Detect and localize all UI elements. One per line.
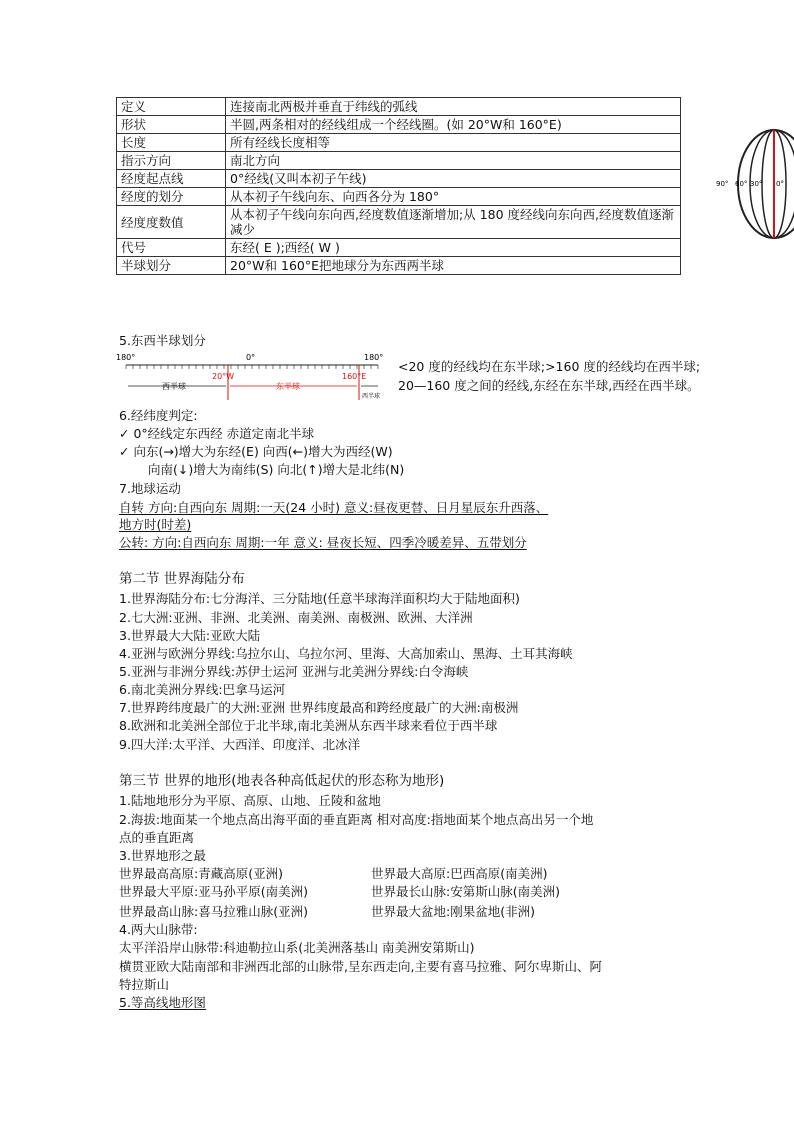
row-value: 半圆,两条相对的经线组成一个经线圈。(如 20°W和 160°E) <box>226 116 681 134</box>
sea-land-line-7: 7.世界跨纬度最广的大洲:亚洲 世界纬度最高和跨经度最广的大洲:南极洲 <box>119 700 519 715</box>
table-row <box>117 152 681 170</box>
row-label: 定义 <box>117 98 226 116</box>
sea-land-line-1: 1.世界海陆分布:七分海洋、三分陆地(任意半球海洋面积均大于陆地面积) <box>119 591 520 606</box>
landform-line-2a: 2.海拔:地面某一个地点高出海平面的垂直距离 相对高度:指地面某个地点高出另一个地 <box>119 812 594 827</box>
diagram-label-180-left: 180° <box>116 353 136 362</box>
diagram-label-180-right: 180° <box>364 353 384 362</box>
lat-lon-rule-1: ✓ 0°经线定东西经 赤道定南北半球 <box>119 426 315 441</box>
row-label: 经度度数值 <box>117 206 226 239</box>
hemi-title: 5.东西半球划分 <box>119 333 206 348</box>
label-160e: 160°E <box>342 372 367 381</box>
mountain-belt-eurasia-cont: 特拉斯山 <box>119 977 170 992</box>
sea-land-line-3: 3.世界最大大陆:亚欧大陆 <box>119 628 261 643</box>
table-row <box>117 134 681 152</box>
row-value: 0°经线(又叫本初子午线) <box>226 170 681 188</box>
record-largest-basin: 世界最大盆地:刚果盆地(非洲) <box>371 904 535 919</box>
earth-motion-title: 7.地球运动 <box>119 481 181 496</box>
mountain-belts-title: 4.两大山脉带: <box>119 922 198 937</box>
table-row <box>117 170 681 188</box>
sea-land-line-9: 9.四大洋:太平洋、大西洋、印度洋、北冰洋 <box>119 737 361 752</box>
lat-lon-title: 6.经纬度判定: <box>119 408 198 423</box>
rotation-line-cont: 地方时(时差) <box>119 517 192 532</box>
row-value: 20°W和 160°E把地球分为东西两半球 <box>226 257 681 275</box>
label-west-right: 西半球 <box>362 393 381 400</box>
sea-land-line-8: 8.欧洲和北美洲全部位于北半球,南北美洲从东西半球来看位于西半球 <box>119 718 498 733</box>
revolution-line: 公转: 方向:自西向东 周期:一年 意义: 昼夜长短、四季冷暖差异、五带划分 <box>119 535 527 550</box>
landform-line-2b: 点的垂直距离 <box>119 830 195 845</box>
table-row <box>117 98 681 116</box>
row-label: 代号 <box>117 239 226 257</box>
row-label: 经度起点线 <box>117 170 226 188</box>
globe-label-0: 0° <box>776 180 784 188</box>
row-value: 所有经线长度相等 <box>226 134 681 152</box>
lat-lon-rule-3: 向南(↓)增大为南纬(S) 向北(↑)增大是北纬(N) <box>148 462 405 477</box>
record-highest-range: 世界最高山脉:喜马拉雅山脉(亚洲) <box>119 904 308 919</box>
globe-label-30: 30° <box>750 180 763 188</box>
row-value: 连接南北两极并垂直于纬线的弧线 <box>226 98 681 116</box>
sea-land-line-5: 5.亚洲与非洲分界线:苏伊士运河 亚洲与北美洲分界线:白令海峡 <box>119 664 469 679</box>
table-row <box>117 188 681 206</box>
row-label: 半球划分 <box>117 257 226 275</box>
row-label: 长度 <box>117 134 226 152</box>
row-label: 形状 <box>117 116 226 134</box>
record-longest-range: 世界最长山脉:安第斯山脉(南美洲) <box>371 884 560 899</box>
section-3-heading: 第三节 世界的地形(地表各种高低起伏的形态称为地形) <box>119 773 445 789</box>
landform-line-3: 3.世界地形之最 <box>119 848 206 863</box>
globe-label-60: 60° <box>735 180 748 188</box>
mountain-belt-eurasia: 横贯亚欧大陆南部和非洲西北部的山脉带,呈东西走向,主要有喜马拉雅、阿尔卑斯山、阿 <box>119 959 602 974</box>
row-label: 指示方向 <box>117 152 226 170</box>
record-largest-plain: 世界最大平原:亚马孙平原(南美洲) <box>119 884 308 899</box>
row-value: 南北方向 <box>226 152 681 170</box>
label-east: 东半球 <box>276 382 300 391</box>
mountain-belt-pacific: 太平洋沿岸山脉带:科迪勒拉山系(北美洲落基山 南美洲安第斯山) <box>119 940 475 955</box>
row-value: 从本初子午线向东向西,经度数值逐渐增加;从 180 度经线向东向西,经度数值逐渐减少 <box>226 206 681 239</box>
contour-map-title: 5.等高线地形图 <box>119 995 206 1010</box>
sea-land-line-2: 2.七大洲:亚洲、非洲、北美洲、南美洲、南极洲、欧洲、大洋洲 <box>119 610 473 625</box>
record-highest-plateau: 世界最高高原:青藏高原(亚洲) <box>119 866 283 881</box>
globe-label-90: 90° <box>716 180 729 188</box>
section-2-heading: 第二节 世界海陆分布 <box>119 571 245 587</box>
lat-lon-rule-2: ✓ 向东(→)增大为东经(E) 向西(←)增大为西经(W) <box>119 444 393 459</box>
table-row <box>117 257 681 275</box>
meridian-table-body <box>117 98 681 275</box>
hemi-note-1: <20 度的经线均在东半球;>160 度的经线均在西半球; <box>398 359 701 374</box>
label-west-left: 西半球 <box>162 382 186 391</box>
label-20w: 20°W <box>212 372 235 381</box>
meridian-table <box>116 97 681 275</box>
record-largest-plateau: 世界最大高原:巴西高原(南美洲) <box>371 866 548 881</box>
table-row <box>117 206 681 239</box>
diagram-label-0: 0° <box>246 353 256 362</box>
globe-diagram <box>712 126 794 242</box>
sea-land-line-6: 6.南北美洲分界线:巴拿马运河 <box>119 682 286 697</box>
table-row <box>117 116 681 134</box>
rotation-line: 自转 方向:自西向东 周期:一天(24 小时) 意义:昼夜更替、日月星辰东升西落、 <box>119 500 549 515</box>
row-value: 从本初子午线向东、向西各分为 180° <box>226 188 681 206</box>
row-label: 经度的划分 <box>117 188 226 206</box>
landform-line-1: 1.陆地地形分为平原、高原、山地、丘陵和盆地 <box>119 793 381 808</box>
table-row <box>117 239 681 257</box>
sea-land-line-4: 4.亚洲与欧洲分界线:乌拉尔山、乌拉尔河、里海、大高加索山、黑海、土耳其海峡 <box>119 646 573 661</box>
hemi-note-2: 20—160 度之间的经线,东经在东半球,西经在西半球。 <box>398 378 700 393</box>
row-value: 东经( E );西经( W ) <box>226 239 681 257</box>
hemisphere-diagram <box>116 352 386 404</box>
scale-ticks <box>126 365 378 369</box>
